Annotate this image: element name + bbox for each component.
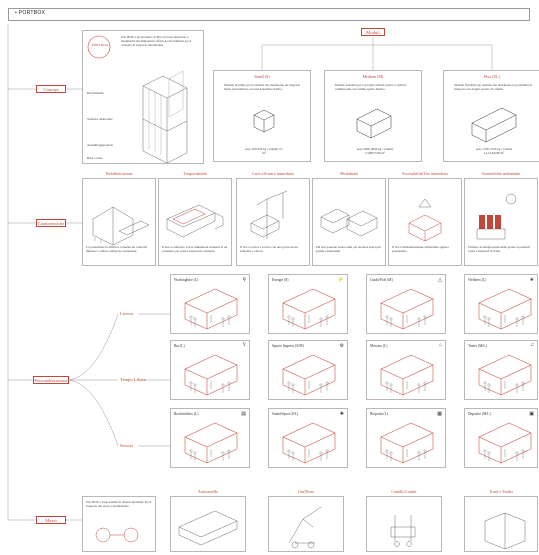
layer-label: Base a ruote — [87, 156, 103, 160]
cocktail-icon: Y — [242, 343, 246, 348]
module-card[interactable] — [170, 408, 250, 468]
module-title: Bookinfobox (L) — [174, 412, 199, 416]
portbox-logo: PORT BOX — [91, 43, 109, 47]
size-title: Medium (M) — [362, 74, 384, 79]
module-drawing — [269, 275, 349, 335]
vehicle-card[interactable] — [464, 489, 538, 552]
feature-desc: Il box è realizzato con le dimensioni standard di un container, per essere trasportato ovunque. — [162, 245, 228, 253]
modular-drawing — [313, 179, 387, 267]
feature-card[interactable] — [82, 171, 156, 266]
group-tempo-libero[interactable]: Tempo Libero — [120, 377, 147, 382]
label-mezzi[interactable]: Mezzi — [36, 516, 66, 524]
size-card[interactable] — [443, 70, 539, 162]
vehicles-intro-card — [82, 496, 156, 552]
feature-desc: Utilizzo di energia rinnovabile grazie ai pannelli solari e materiali riciclati. — [468, 245, 530, 253]
vehicle-title: Gru/Porto — [298, 489, 314, 494]
vehicles-intro: Port BOX è trasportabile in diverse modalità. Per il trasporto dal porto a destinazione. — [86, 500, 152, 508]
vehicle-title: Camillo/Loader — [391, 489, 417, 494]
vehicle-card[interactable] — [170, 489, 246, 552]
vehicle-title: Autocarrello — [197, 489, 219, 494]
label-caratteristiche[interactable]: Caratteristiche — [37, 221, 65, 226]
feature-card[interactable] — [464, 171, 538, 266]
module-drawing — [465, 341, 539, 401]
lightning-icon: ⚡ — [337, 278, 344, 283]
feature-card[interactable] — [236, 171, 310, 266]
page-title: • PORTBOX — [15, 10, 46, 16]
module-card[interactable] — [464, 340, 538, 400]
gru-drawing — [269, 497, 345, 553]
building-icon: ▦ — [437, 412, 442, 417]
module-drawing — [367, 341, 447, 401]
module-title: Biopoint (L) — [370, 412, 389, 416]
size-desc: Modulo standard per la propria attività pratica o testbed commerciale con ottimo spazio interno. — [335, 83, 406, 91]
module-card[interactable] — [366, 274, 446, 334]
factory-drawing — [83, 179, 157, 267]
module-card[interactable] — [366, 340, 446, 400]
gear-icon: ⚙ — [339, 344, 344, 349]
module-card[interactable] — [268, 408, 348, 468]
module-title: Wellness (L) — [468, 278, 487, 282]
module-drawing — [269, 409, 349, 469]
size-dims: peso 200/350 kg | volume 3.5 m³ — [245, 147, 283, 155]
feature-card[interactable] — [388, 171, 462, 266]
module-title: Guide/Pole (M) — [370, 278, 393, 282]
concept-card — [82, 30, 204, 164]
module-title: Mercato (L) — [370, 344, 388, 348]
module-title: Energie (S) — [272, 278, 289, 282]
module-title: Deposito (M/L) — [468, 412, 491, 416]
shop-icon: ⌂ — [438, 343, 442, 348]
bike-icon: ⚲ — [242, 278, 246, 283]
label-personalizzazione[interactable]: Personalizzazione — [34, 378, 68, 383]
group-lavoro[interactable]: Lavoro — [120, 311, 134, 316]
module-drawing — [171, 275, 251, 335]
module-card[interactable] — [170, 274, 250, 334]
feature-title: Sostenibilità ambientale — [481, 171, 521, 176]
size-card[interactable] — [213, 70, 311, 162]
vehicle-card[interactable] — [366, 489, 442, 552]
module-title: Bar (L) — [174, 344, 185, 348]
tent-icon: △ — [438, 278, 442, 283]
module-drawing — [465, 409, 539, 469]
book-icon: ▤ — [241, 412, 246, 417]
transport-diagram — [83, 497, 157, 553]
layer-label: Rivestimento — [87, 91, 104, 95]
module-title: Workingbike (L) — [174, 278, 199, 282]
access-drawing — [389, 179, 463, 267]
music-icon: ♫ — [530, 343, 534, 348]
loader-drawing — [367, 497, 443, 553]
size-desc: Modulo flessibile per aziende che desiderano la possibilità di trasporto con doppio spazio di volume. — [454, 83, 532, 91]
module-card[interactable] — [366, 408, 446, 468]
module-card[interactable] — [464, 274, 538, 334]
module-title: Sanità/Sport (S/L) — [272, 412, 299, 416]
label-concept[interactable]: Concept — [36, 85, 66, 93]
group-servizi[interactable]: Servizi — [120, 443, 134, 448]
feature-title: Accessibilità/Uso immediato — [401, 171, 449, 176]
truck-trailer-drawing — [465, 497, 539, 553]
autocarrello-drawing — [171, 497, 247, 553]
module-drawing — [269, 341, 349, 401]
size-card[interactable] — [324, 70, 422, 162]
medical-icon: ✚ — [339, 412, 344, 417]
vehicle-title: Truck e Trailer — [489, 489, 513, 494]
feature-card[interactable] — [312, 171, 386, 266]
module-title: Teatro (M/L) — [468, 344, 487, 348]
leaf-icon: ❦ — [529, 278, 534, 283]
module-drawing — [367, 409, 447, 469]
crane-drawing — [237, 179, 311, 267]
feature-title: Carico/Scarico immediato — [252, 171, 294, 176]
feature-desc: Più box possono essere uniti per ottenere spazi più grandi e funzionali. — [316, 245, 381, 253]
feature-title: Modularità — [340, 171, 358, 176]
box-icon: ▣ — [529, 412, 534, 417]
module-drawing — [465, 275, 539, 335]
concept-intro: Port BOX è un prototipo di Box su ruota impostato a modularità più dimensioni offerta da rifornimenti per il concetto di trasporto intermodale. — [121, 35, 192, 47]
truck-drawing — [159, 179, 233, 267]
module-card[interactable] — [464, 408, 538, 468]
module-drawing — [367, 275, 447, 335]
feature-desc: La produzione in fabbrica consente un controllo migliore e riduce i tempi di costruzione. — [86, 245, 148, 253]
module-card[interactable] — [170, 340, 250, 400]
feature-desc: Il box si carica e scarica con una gru in modo semplice e veloce. — [240, 245, 298, 253]
size-title: Plus (XL) — [484, 74, 500, 79]
module-title: Spazio Imprese (S/M) — [272, 344, 304, 348]
module-drawing — [171, 409, 251, 469]
module-drawing — [171, 341, 251, 401]
sustainability-drawing — [465, 179, 539, 267]
layer-label: Struttura telaio/base — [87, 117, 113, 121]
module-card[interactable] — [268, 274, 348, 334]
module-card[interactable] — [268, 340, 348, 400]
size-dims: peso 1500-7250 kg | volume 14,12/18200 m³ — [475, 147, 513, 155]
vehicle-card[interactable] — [268, 489, 344, 552]
size-title: Small (S) — [254, 74, 270, 79]
feature-title: Prefabbricazione — [105, 171, 133, 176]
feature-desc: Il box è immediatamente utilizzabile appena posizionato. — [392, 245, 449, 253]
size-dims: peso 2000-4000 kg | volume 7,5000/7500 m³ — [356, 147, 394, 155]
feature-card[interactable] — [158, 171, 232, 266]
moduli-label[interactable]: Moduli — [361, 28, 385, 36]
feature-title: Trasportabilità — [183, 171, 207, 176]
layer-label: Assemblaggio/telaio — [87, 143, 114, 147]
size-desc: Modulo di primo per le aziende che desiderano un trasporto meno specializzato con una superficie ridotta. — [224, 83, 301, 91]
